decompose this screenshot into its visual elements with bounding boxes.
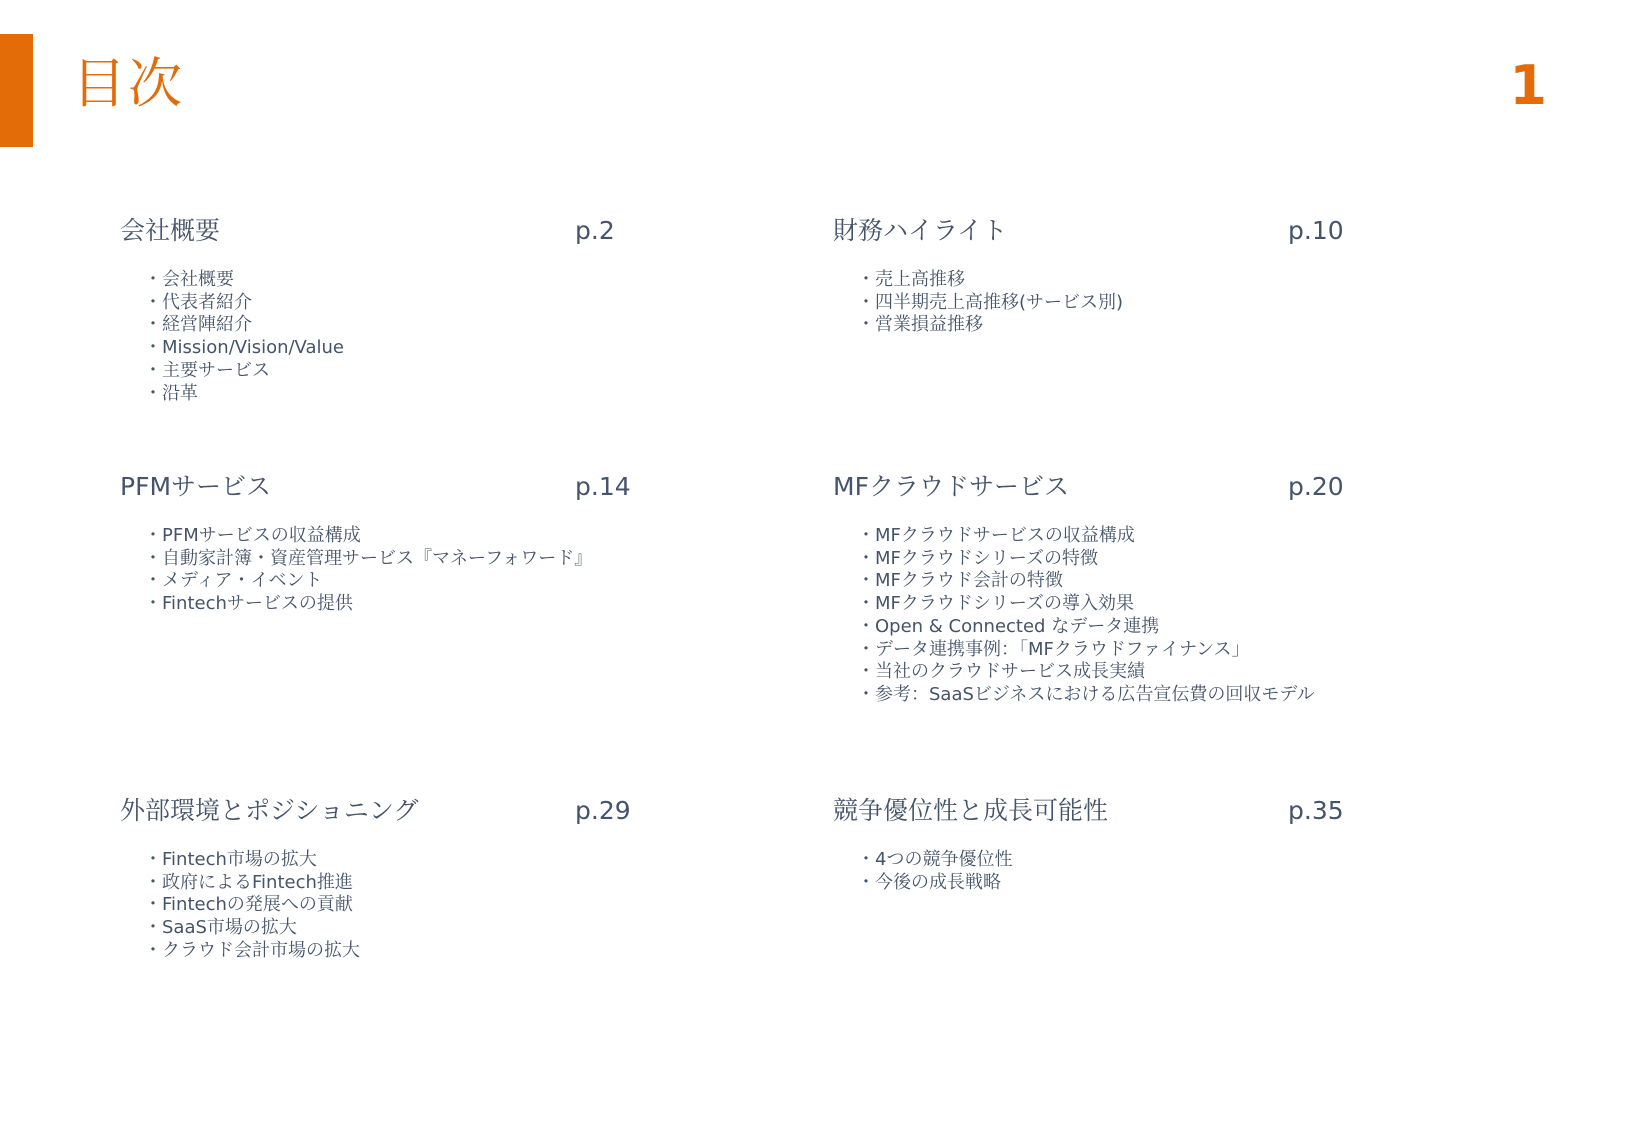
section-page-ref: p.14	[575, 472, 631, 501]
list-item: ・ PFMサービスの収益構成	[144, 525, 640, 548]
list-item: ・ 四半期売上高推移(サービス別)	[857, 292, 1353, 315]
section-title: 外部環境とポジショニング	[120, 796, 419, 825]
section-item-list	[120, 269, 640, 405]
list-item: ・ Fintechサービスの提供	[144, 593, 640, 616]
section-page-ref: p.10	[1288, 216, 1344, 245]
section-header	[120, 214, 640, 254]
section-header	[120, 794, 640, 834]
section-header	[833, 794, 1353, 834]
list-item: ・ Fintechの発展への貢献	[144, 894, 640, 917]
page-number: 1	[1509, 54, 1547, 117]
section-item-list	[120, 525, 640, 616]
list-item: ・ 政府によるFintech推進	[144, 872, 640, 895]
list-item: ・ MFクラウド会計の特徴	[857, 570, 1353, 593]
list-item: ・ 代表者紹介	[144, 292, 640, 315]
section-item-list	[833, 849, 1353, 894]
list-item: ・ メディア・イベント	[144, 570, 640, 593]
section-page-ref: p.20	[1288, 472, 1344, 501]
list-item: ・ 主要サービス	[144, 360, 640, 383]
section-item-list	[833, 525, 1353, 707]
section-header	[120, 470, 640, 510]
toc-section-company-overview	[120, 214, 640, 405]
section-title: PFMサービス	[120, 472, 272, 501]
list-item: ・ クラウド会計市場の拡大	[144, 940, 640, 963]
toc-section-mf-cloud-service	[833, 470, 1353, 707]
list-item: ・ SaaS市場の拡大	[144, 917, 640, 940]
list-item: ・ 営業損益推移	[857, 314, 1353, 337]
section-item-list	[833, 269, 1353, 337]
toc-section-external-environment	[120, 794, 640, 963]
page-title: 目次	[72, 52, 184, 115]
list-item: ・ Fintech市場の拡大	[144, 849, 640, 872]
list-item: ・ 当社のクラウドサービス成長実績	[857, 661, 1353, 684]
toc-section-competitive-advantage	[833, 794, 1353, 894]
list-item: ・ 経営陣紹介	[144, 314, 640, 337]
toc-section-pfm-service	[120, 470, 640, 616]
list-item: ・ データ連携事例：「MFクラウドファイナンス」	[857, 639, 1353, 662]
section-header	[833, 470, 1353, 510]
list-item: ・ MFクラウドシリーズの特徴	[857, 548, 1353, 571]
list-item: ・ 売上高推移	[857, 269, 1353, 292]
section-title: MFクラウドサービス	[833, 472, 1069, 501]
section-page-ref: p.2	[575, 216, 615, 245]
list-item: ・ 自動家計簿・資産管理サービス『マネーフォワード』	[144, 548, 640, 571]
list-item: ・ 沿革	[144, 383, 640, 406]
list-item: ・ 会社概要	[144, 269, 640, 292]
list-item: ・ Mission/Vision/Value	[144, 337, 640, 360]
section-title: 競争優位性と成長可能性	[833, 796, 1109, 825]
toc-section-financial-highlights	[833, 214, 1353, 337]
section-title: 財務ハイライト	[833, 216, 1008, 245]
section-header	[833, 214, 1353, 254]
section-page-ref: p.29	[575, 796, 631, 825]
list-item: ・ 4つの競争優位性	[857, 849, 1353, 872]
section-page-ref: p.35	[1288, 796, 1344, 825]
title-accent-bar	[0, 34, 33, 147]
section-title: 会社概要	[120, 216, 221, 245]
list-item: ・ 参考：SaaSビジネスにおける広告宣伝費の回収モデル	[857, 684, 1353, 707]
list-item: ・ MFクラウドサービスの収益構成	[857, 525, 1353, 548]
list-item: ・ Open & Connected なデータ連携	[857, 616, 1353, 639]
list-item: ・ MFクラウドシリーズの導入効果	[857, 593, 1353, 616]
list-item: ・ 今後の成長戦略	[857, 872, 1353, 895]
section-item-list	[120, 849, 640, 963]
